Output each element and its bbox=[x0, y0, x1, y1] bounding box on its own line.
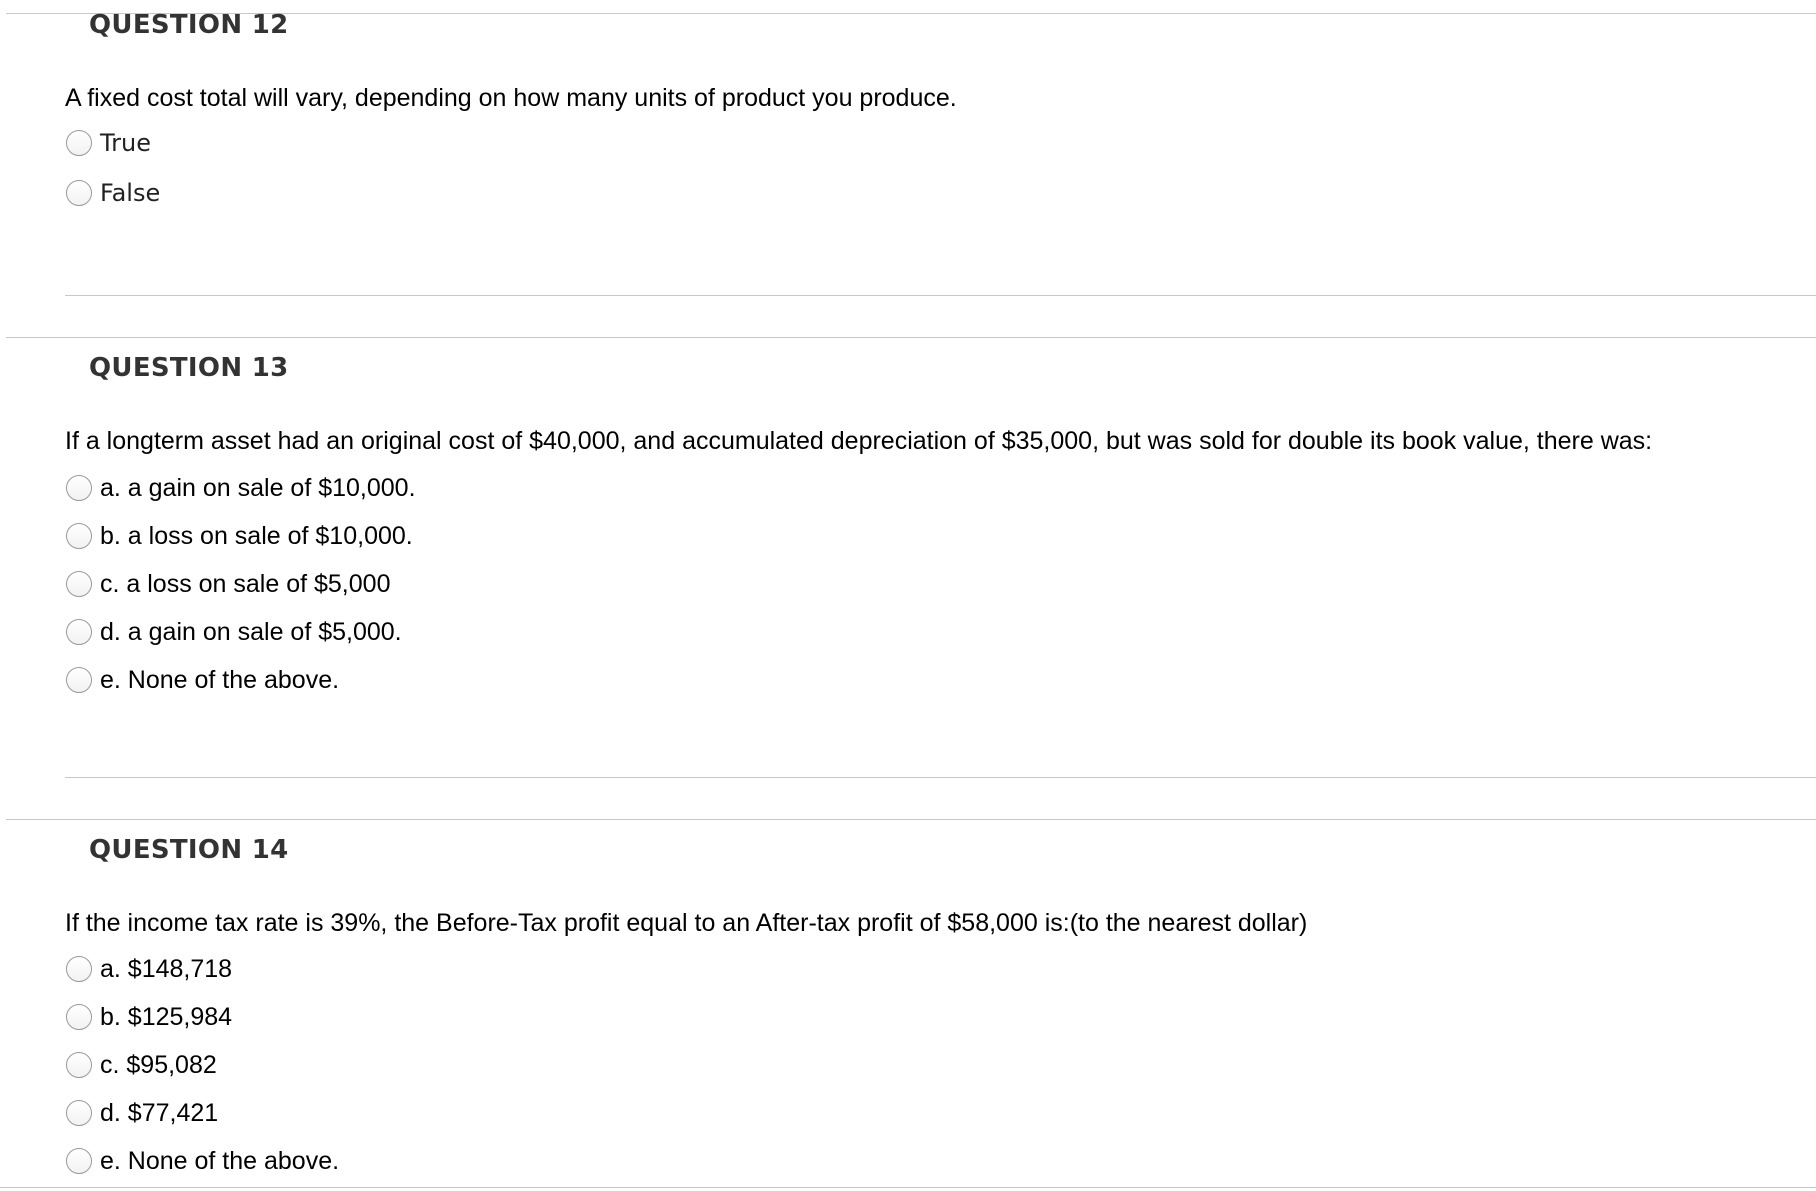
option-e[interactable] bbox=[66, 663, 339, 697]
radio-button[interactable] bbox=[66, 1004, 92, 1030]
divider bbox=[65, 777, 1816, 778]
option-label: a. a gain on sale of $10,000. bbox=[100, 473, 416, 502]
radio-button[interactable] bbox=[66, 475, 92, 501]
option-c[interactable] bbox=[66, 1048, 217, 1082]
option-label: a. $148,718 bbox=[100, 954, 233, 983]
option-a[interactable] bbox=[66, 952, 232, 986]
option-true[interactable] bbox=[66, 126, 151, 160]
radio-button[interactable] bbox=[66, 523, 92, 549]
radio-button[interactable] bbox=[66, 130, 92, 156]
divider bbox=[0, 1187, 1816, 1188]
question-title: QUESTION 14 bbox=[89, 835, 289, 865]
question-title: QUESTION 13 bbox=[89, 353, 289, 383]
divider bbox=[65, 295, 1816, 296]
option-a[interactable] bbox=[66, 471, 416, 505]
radio-button[interactable] bbox=[66, 180, 92, 206]
option-label: d. a gain on sale of $5,000. bbox=[100, 617, 402, 646]
option-d[interactable] bbox=[66, 1096, 218, 1130]
question-text: If a longterm asset had an original cost of $40,000, and accumulated depreciation of $35,000, but was sold for double its book value, there was: bbox=[65, 427, 1653, 455]
option-b[interactable] bbox=[66, 1000, 232, 1034]
question-title: QUESTION 12 bbox=[89, 10, 289, 40]
option-label: b. $125,984 bbox=[100, 1002, 233, 1031]
radio-button[interactable] bbox=[66, 667, 92, 693]
radio-button[interactable] bbox=[66, 571, 92, 597]
option-d[interactable] bbox=[66, 615, 402, 649]
option-e[interactable] bbox=[66, 1144, 339, 1178]
option-b[interactable] bbox=[66, 519, 413, 553]
option-label: True bbox=[100, 129, 151, 157]
divider bbox=[6, 337, 1816, 338]
option-c[interactable] bbox=[66, 567, 390, 601]
radio-button[interactable] bbox=[66, 956, 92, 982]
question-text: If the income tax rate is 39%, the Before-Tax profit equal to an After-tax profit of $58,000 is:(to the nearest dollar) bbox=[65, 909, 1308, 937]
option-label: e. None of the above. bbox=[100, 1146, 340, 1175]
radio-button[interactable] bbox=[66, 1052, 92, 1078]
divider bbox=[6, 819, 1816, 820]
option-label: e. None of the above. bbox=[100, 665, 340, 694]
radio-button[interactable] bbox=[66, 1148, 92, 1174]
option-label: c. a loss on sale of $5,000 bbox=[100, 569, 391, 598]
option-label: d. $77,421 bbox=[100, 1098, 219, 1127]
radio-button[interactable] bbox=[66, 1100, 92, 1126]
option-label: b. a loss on sale of $10,000. bbox=[100, 521, 413, 550]
option-label: c. $95,082 bbox=[100, 1050, 217, 1079]
option-false[interactable] bbox=[66, 176, 160, 210]
question-text: A fixed cost total will vary, depending on how many units of product you produce. bbox=[65, 84, 957, 112]
option-label: False bbox=[100, 179, 161, 207]
radio-button[interactable] bbox=[66, 619, 92, 645]
